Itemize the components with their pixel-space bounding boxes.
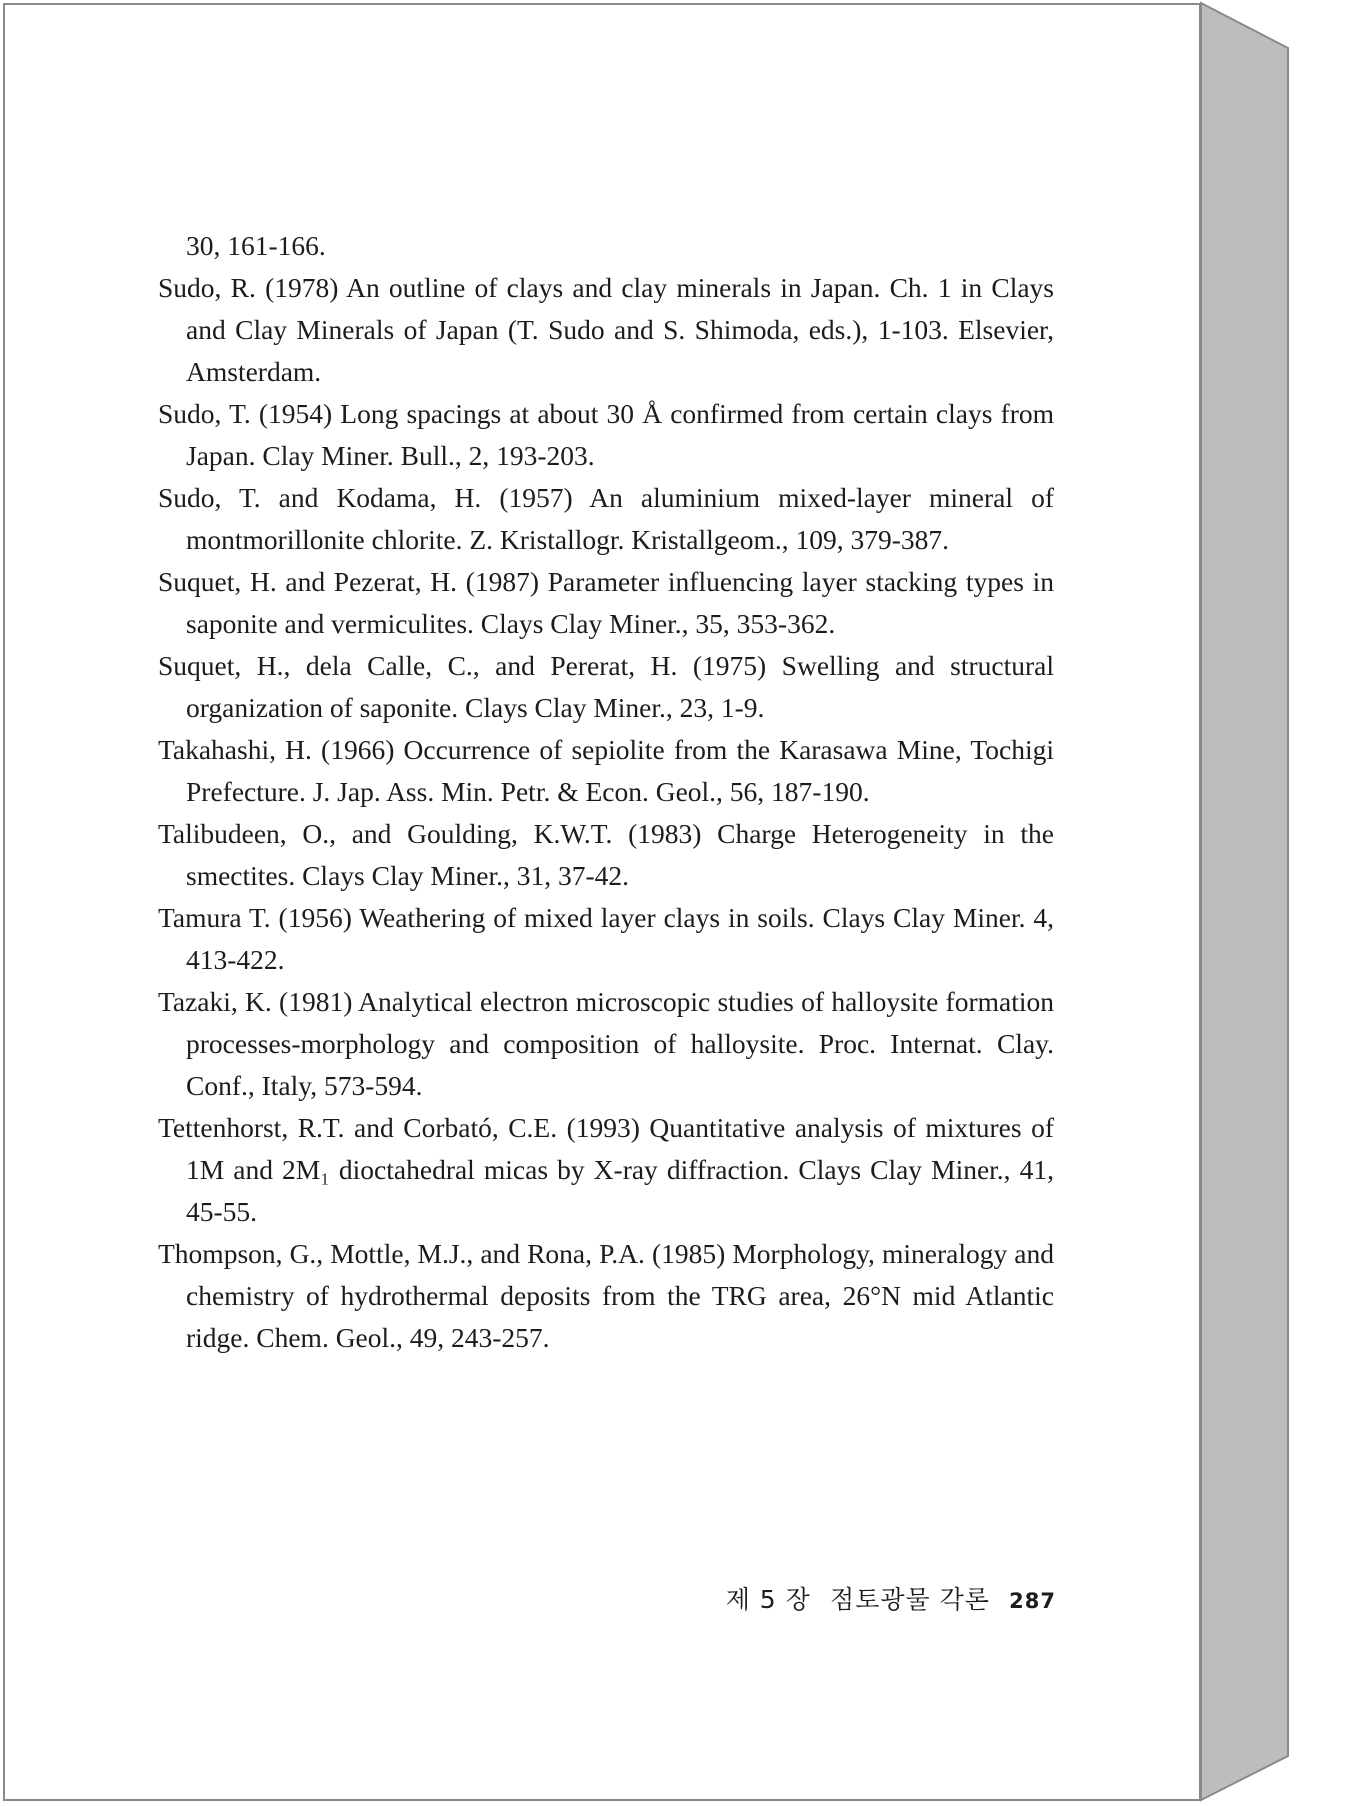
reference-entry: Takahashi, H. (1966) Occurrence of sepiolite from the Karasawa Mine, Tochigi Prefecture. J. Jap. Ass. Min. Petr. & Econ. Geol., 56, 187-190.: [158, 734, 1054, 807]
reference-entry: Tamura T. (1956) Weathering of mixed layer clays in soils. Clays Clay Miner. 4, 413-422.: [158, 902, 1054, 975]
reference-entry: Tettenhorst, R.T. and Corbató, C.E. (1993) Quantitative analysis of mixtures of 1M and 2M₁ dioctahedral micas by X-ray diffraction. Clays Clay Miner., 41, 45-55.: [158, 1112, 1054, 1227]
reference-entry: Suquet, H., dela Calle, C., and Pererat, H. (1975) Swelling and structural organization of saponite. Clays Clay Miner., 23, 1-9.: [158, 650, 1054, 723]
footer-chapter: 제 5 장: [725, 1585, 811, 1614]
page-number: 287: [1009, 1589, 1056, 1613]
footer-title: 점토광물 각론: [830, 1585, 990, 1614]
reference-entry: Thompson, G., Mottle, M.J., and Rona, P.A. (1985) Morphology, mineralogy and chemistry of hydrothermal deposits from the TRG area, 26°N mid Atlantic ridge. Chem. Geol., 49, 243-257.: [158, 1238, 1054, 1353]
reference-entry: Suquet, H. and Pezerat, H. (1987) Parameter influencing layer stacking types in saponite and vermiculites. Clays Clay Miner., 35, 353-362.: [158, 566, 1054, 639]
reference-entry: Sudo, T. (1954) Long spacings at about 30 Å confirmed from certain clays from Japan. Clay Miner. Bull., 2, 193-203.: [158, 398, 1054, 471]
reference-entry: Talibudeen, O., and Goulding, K.W.T. (1983) Charge Heterogeneity in the smectites. Clays Clay Miner., 31, 37-42.: [158, 818, 1054, 891]
reference-entry: 30, 161-166.: [186, 230, 326, 261]
reference-list: [158, 225, 1054, 1359]
reference-entry: Tazaki, K. (1981) Analytical electron microscopic studies of halloysite formation processes-morphology and composition of halloysite. Proc. Internat. Clay. Conf., Italy, 573-594.: [158, 986, 1054, 1101]
reference-entry: Sudo, R. (1978) An outline of clays and clay minerals in Japan. Ch. 1 in Clays and Clay Minerals of Japan (T. Sudo and S. Shimoda, eds.), 1-103. Elsevier, Amsterdam.: [158, 272, 1054, 387]
reference-entry: Sudo, T. and Kodama, H. (1957) An aluminium mixed-layer mineral of montmorillonite chlorite. Z. Kristallogr. Kristallgeom., 109, 379-387.: [158, 482, 1054, 555]
page-footer: [700, 1580, 1056, 1616]
